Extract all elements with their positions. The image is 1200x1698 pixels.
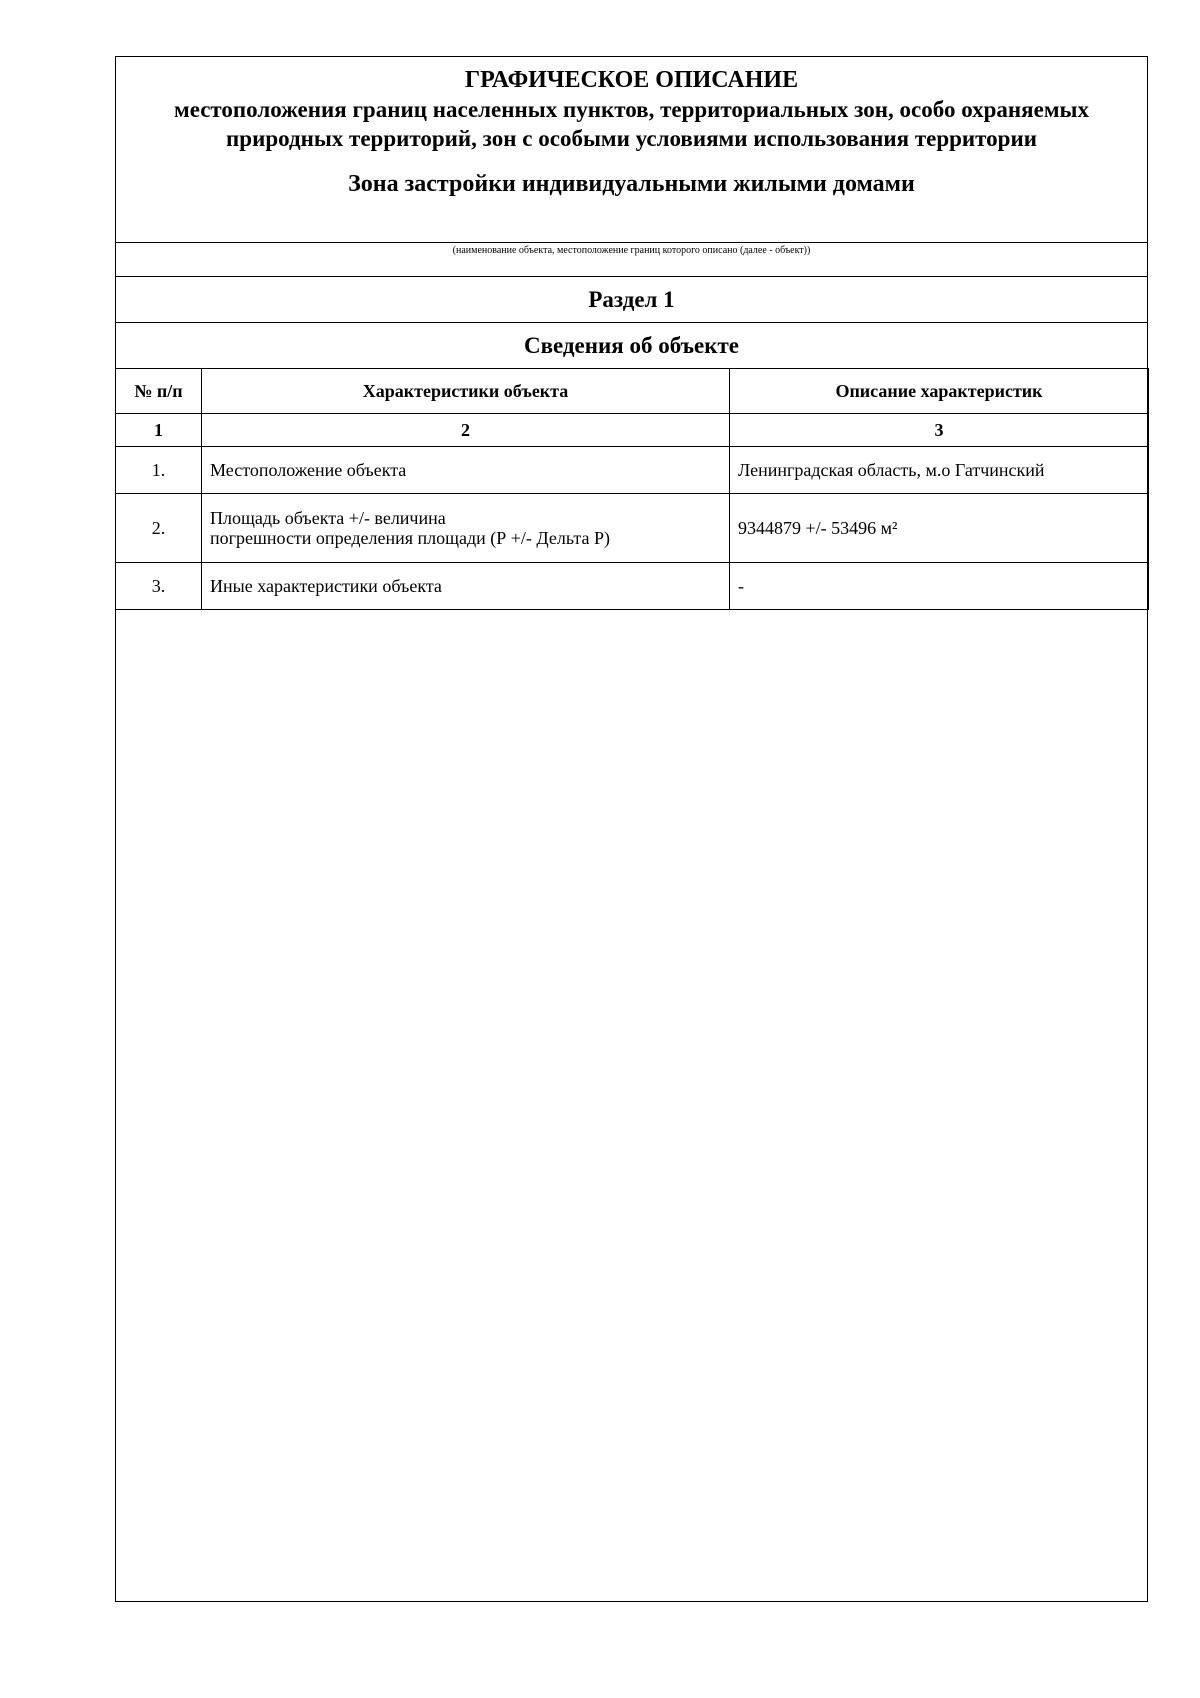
document-header: [116, 57, 1147, 243]
column-number: 3: [730, 414, 1149, 447]
document-frame: [115, 56, 1148, 1602]
document-title: ГРАФИЧЕСКОЕ ОПИСАНИЕ: [464, 67, 799, 93]
blank-area: [116, 617, 1147, 1602]
table-row: [116, 447, 1149, 494]
column-number: 2: [202, 414, 730, 447]
header-number: № п/п: [116, 369, 202, 414]
header-characteristic: Характеристики объекта: [202, 369, 730, 414]
document-subtitle: местоположения границ населенных пунктов, территориальных зон, особо охраняемых природных территорий, зон с особыми условиями использования территории: [174, 97, 1089, 151]
section-heading: Сведения об объекте: [116, 323, 1147, 369]
object-name: Зона застройки индивидуальными жилыми домами: [348, 171, 915, 197]
object-caption: (наименование объекта, местоположение границ которого описано (далее - объект)): [452, 245, 811, 256]
row-number: 3.: [116, 563, 202, 610]
row-number: 1.: [116, 447, 202, 494]
row-description: -: [730, 563, 1149, 610]
table-header-row: [116, 369, 1149, 414]
characteristic-line: Площадь объекта +/- величина: [210, 508, 446, 528]
row-number: 2.: [116, 494, 202, 563]
table-row: [116, 563, 1149, 610]
characteristic-line: Местоположение объекта: [210, 459, 407, 480]
characteristic-line: Иные характеристики объекта: [210, 575, 442, 596]
header-description: Описание характеристик: [730, 369, 1149, 414]
column-number: 1: [116, 414, 202, 447]
row-description: 9344879 +/- 53496 м²: [730, 494, 1149, 563]
column-number-row: [116, 414, 1149, 447]
table-row: [116, 494, 1149, 563]
row-characteristic: [202, 447, 730, 494]
section-label: Раздел 1: [116, 277, 1147, 323]
object-info-table: [115, 368, 1149, 610]
row-description: Ленинградская область, м.о Гатчинский: [730, 447, 1149, 494]
characteristic-line: погрешности определения площади (Р +/- Дельта Р): [210, 528, 610, 548]
row-characteristic: [202, 563, 730, 610]
row-characteristic: [202, 494, 730, 563]
